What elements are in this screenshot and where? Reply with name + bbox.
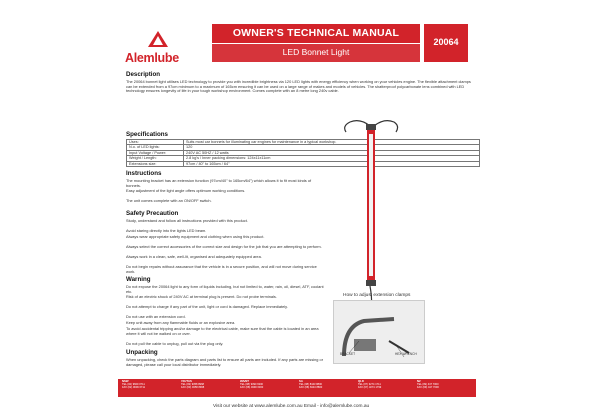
spec-value: 2.8 kg's / Inner packing dimensions: 124x11x11cm [184,156,480,161]
instructions-p3: The unit comes complete with an ON/OFF switch. [126,198,212,203]
safety-p2: Avoid staring directly into the lights LED beam. [126,228,207,233]
product-code: 20064 [433,37,459,47]
bracket-label: BRACKET [340,352,356,356]
logo-mark-icon [147,30,169,48]
state-fax: FAX (08) 9390 6300 [240,386,264,390]
brand-name: Alemlube [125,51,179,65]
footer-state-nz [417,380,439,390]
safety-p1: Study, understand and follow all instructions provided with this product. [126,218,248,223]
state-name: QLD [358,379,364,383]
warning-p2: Risk of an electric shock of 240V AC at terminal plug is present. Do not probe terminals. [126,294,277,299]
description-heading: Description [126,71,161,78]
unpacking-text: When unpacking, check the parts diagram and parts list to ensure all parts are included. If any parts are missing or damaged, please call your local distributor immediately. [126,357,324,367]
footer-state-vic [181,380,204,390]
state-name: NSW [122,379,129,383]
alemlube-logo [125,30,205,72]
state-name: VIC/TAS [181,379,192,383]
state-tel: TEL (03) 9358 8968 [181,383,204,387]
state-fax: FAX (03) 9358 8968 [181,386,205,390]
warning-p4: Do not use with an extension cord. [126,314,186,319]
state-tel: TEL (09) 447 7000 [417,383,439,387]
state-fax: FAX (07) 3274 1799 [358,386,382,390]
spec-value: Suits most car bonnets for illuminating car engines for maintenance in a typical workshop. [184,140,480,145]
warning-p1: Do not expose the 20064 light to any form of liquids including, but not limited to, water, rain, oil, diesel, ATF, coolant etc. [126,284,324,294]
website-email-line[interactable]: Visit our website at www.alemlube.com.au Email - info@alemlube.com.au [213,404,370,409]
footer-state-qld [358,380,381,390]
spec-label: Uses: [127,140,184,145]
spec-value: 97cm / 40" to 165cm / 64" [184,161,480,166]
spec-label: Input Voltage / Power: [127,150,184,155]
manual-title: OWNER'S TECHNICAL MANUAL [232,27,400,39]
instructions-p1: The mounting bracket has an extension function (97cm/40" to 165cm/64") which allows it to fit most kinds of bonnets. [126,178,312,188]
warning-p3: Do not attempt to charge if any part of the unit, light or cord is damaged. Replace immediately. [126,304,288,309]
spec-label: Extensions size: [127,161,184,166]
table-row [127,161,480,166]
safety-p6: Do not begin repairs without assurance that the vehicle is in a secure position, and will not move during service work. [126,264,317,274]
spec-value: 240V AC 50HZ / 12 watts [184,150,480,155]
hex-wrench-label: HEX WRENCH [395,352,417,356]
specifications-table [126,139,480,167]
warning-p5: Keep unit away from any flammable fluids or an explosive area. [126,320,236,325]
footer-state-nsw [122,380,145,390]
instructions-p2: Easy adjustment of the light angle offers optimum working conditions. [126,188,246,193]
specifications-heading: Specifications [126,131,168,138]
warning-p6: To avoid accidental tripping and/or damage to the electrical cable, make sure that the cable is located in an area where it will not be walked on or over. [126,326,319,336]
warning-heading: Warning [126,276,151,283]
state-fax: FAX (09) 447 7000 [417,386,439,390]
state-tel: TEL (07) 3274 1711 [358,383,381,387]
state-name: NZ [417,379,421,383]
footer-state-wa [240,380,263,390]
footer-state-sa [299,380,322,390]
description-text: The 20064 bonnet light utilises LED technology to provide you with incredible brightness via 120 LED lights with energy efficiency when working on your vehicles engine. The flexible attachment clamps can be extended from a 97cm minimum to a maximum of 165cm ensuring it can be used on a large range of makes and models of vehicles. The shatterproof polycarbonate lens combined with LED technology ensures longevity of life in your tough workshop environment. Comes complete with an 8 metre long 240v cable. [126,79,471,94]
safety-p3: Always wear appropriate safety equipment and clothing when using this product. [126,234,265,239]
state-name: SA [299,379,303,383]
figure-caption: How to adjust extension clamps [343,293,411,298]
instructions-heading: Instructions [126,170,162,177]
product-name: LED Bonnet Light [282,47,350,57]
safety-heading: Safety Precaution [126,210,179,217]
warning-p7: Do not pull the cable to unplug, pull out via the plug only. [126,341,224,346]
safety-p5: Always work in a clean, safe, well-lit, organised and adequately equipped area. [126,254,262,259]
state-tel: TEL (08) 8443 8800 [299,383,322,387]
state-name: WA/NT [240,379,250,383]
safety-p4: Always select the correct accessories of the correct size and design for the job that you are attempting to perform. [126,244,322,249]
state-fax: FAX (02) 9609 6711 [122,386,146,390]
state-tel: TEL (08) 9390 6300 [240,383,263,387]
spec-label: N.o. of LED lights: [127,145,184,150]
spec-value: 120 [184,145,480,150]
state-tel: TEL (02) 9609 0711 [122,383,145,387]
state-fax: FAX (08) 8443 8800 [299,386,323,390]
spec-label: Weight / Length: [127,156,184,161]
unpacking-heading: Unpacking [126,349,158,356]
